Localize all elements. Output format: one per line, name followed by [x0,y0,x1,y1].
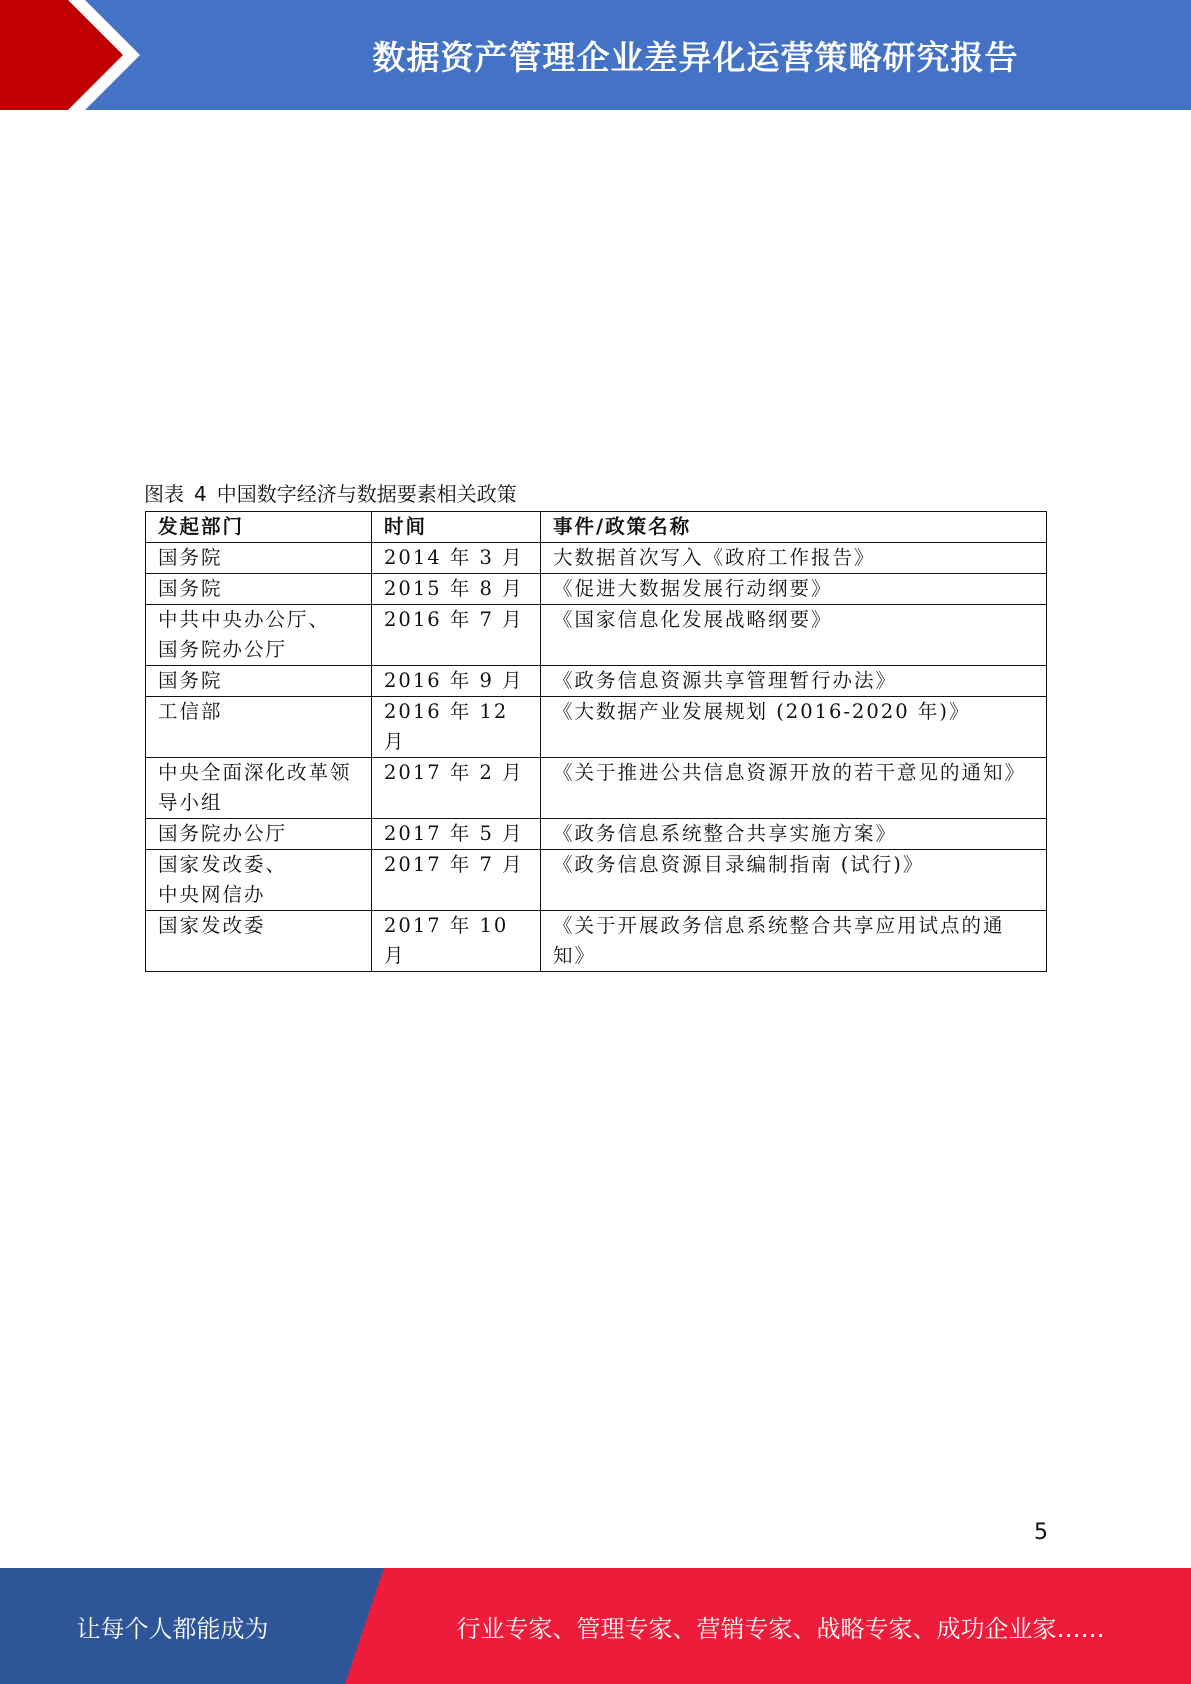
cell-time: 2014 年 3 月 [372,543,541,574]
cell-policy: 大数据首次写入《政府工作报告》 [541,543,1047,574]
cell-dept: 工信部 [146,697,372,758]
table-row [146,697,1047,758]
cell-time: 2017 年 10 月 [372,911,541,972]
cell-dept: 国务院 [146,543,372,574]
page-header [0,0,1191,110]
cell-policy: 《关于推进公共信息资源开放的若干意见的通知》 [541,758,1047,819]
cell-dept: 中央全面深化改革领导小组 [146,758,372,819]
cell-time: 2016 年 9 月 [372,666,541,697]
page-footer [0,1568,1191,1684]
cell-dept: 中共中央办公厅、 国务院办公厅 [146,605,372,666]
header-arrow-icon [0,0,200,110]
cell-dept: 国务院办公厅 [146,819,372,850]
footer-slogan-right: 行业专家、管理专家、营销专家、战略专家、成功企业家…… [456,1614,1105,1643]
table-row [146,758,1047,819]
cell-policy: 《国家信息化发展战略纲要》 [541,605,1047,666]
cell-dept: 国家发改委、 中央网信办 [146,850,372,911]
page-number: 5 [1034,1520,1048,1545]
policy-table-body [146,543,1047,972]
cell-policy: 《政务信息系统整合共享实施方案》 [541,819,1047,850]
col-header-dept: 发起部门 [146,512,372,543]
cell-policy: 《大数据产业发展规划 (2016-2020 年)》 [541,697,1047,758]
table-row [146,666,1047,697]
table-row [146,574,1047,605]
cell-policy: 《政务信息资源共享管理暂行办法》 [541,666,1047,697]
cell-time: 2017 年 7 月 [372,850,541,911]
cell-dept: 国务院 [146,574,372,605]
policy-table [145,511,1047,972]
cell-time: 2016 年 7 月 [372,605,541,666]
table-row [146,543,1047,574]
cell-time: 2016 年 12 月 [372,697,541,758]
cell-time: 2017 年 5 月 [372,819,541,850]
cell-time: 2017 年 2 月 [372,758,541,819]
table-row [146,850,1047,911]
figure-caption [144,478,517,507]
cell-dept: 国家发改委 [146,911,372,972]
header-title: 数据资产管理企业差异化运营策略研究报告 [372,37,1019,77]
cell-policy: 《促进大数据发展行动纲要》 [541,574,1047,605]
cell-policy: 《政务信息资源目录编制指南 (试行)》 [541,850,1047,911]
table-row [146,819,1047,850]
cell-time: 2015 年 8 月 [372,574,541,605]
col-header-policy: 事件/政策名称 [541,512,1047,543]
table-row [146,911,1047,972]
table-row [146,605,1047,666]
caption-text: 中国数字经济与数据要素相关政策 [216,482,517,506]
footer-slogan-left: 让每个人都能成为 [76,1614,269,1643]
caption-prefix: 图表 [144,482,184,506]
table-header-row [146,512,1047,543]
caption-number: 4 [194,482,207,506]
col-header-time: 时间 [372,512,541,543]
cell-dept: 国务院 [146,666,372,697]
cell-policy: 《关于开展政务信息系统整合共享应用试点的通知》 [541,911,1047,972]
